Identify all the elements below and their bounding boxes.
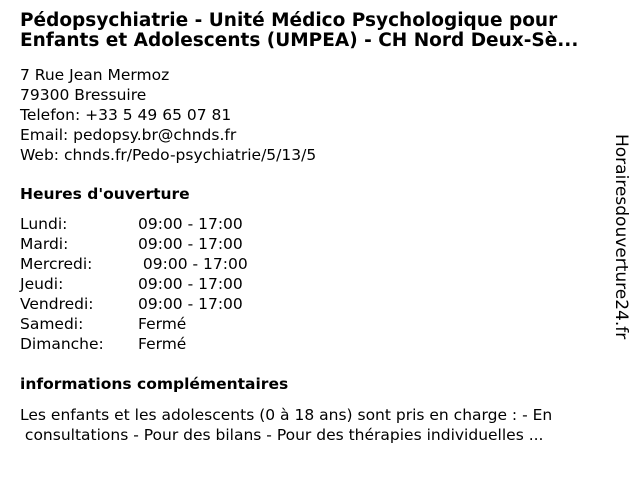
hours-value: Fermé xyxy=(138,335,187,353)
site-watermark xyxy=(610,134,634,344)
hours-value: Fermé xyxy=(138,315,187,333)
watermark-text: Horairesdouverture24.fr xyxy=(611,134,631,340)
hours-value: 09:00 - 17:00 xyxy=(138,275,243,293)
website[interactable]: Web: chnds.fr/Pedo-psychiatrie/5/13/5 xyxy=(20,146,317,164)
day-label: Mercredi: xyxy=(20,255,93,273)
day-label: Lundi: xyxy=(20,215,68,233)
day-label: Samedi: xyxy=(20,315,84,333)
hours-value: 09:00 - 17:00 xyxy=(138,295,243,313)
additional-info-text xyxy=(20,405,628,445)
opening-hours-table xyxy=(20,214,320,354)
title-line-1: Pédopsychiatrie - Unité Médico Psychologique pour xyxy=(20,11,558,31)
street-address: 7 Rue Jean Mermoz xyxy=(20,66,170,84)
hours-row-monday xyxy=(20,214,320,234)
opening-hours-heading: Heures d'ouverture xyxy=(20,185,190,203)
info-line-2: consultations - Pour des bilans - Pour des thérapies individuelles ... xyxy=(20,426,544,444)
hours-row-wednesday xyxy=(20,254,320,274)
day-label: Dimanche: xyxy=(20,335,104,353)
additional-info-heading: informations complémentaires xyxy=(20,375,289,393)
title-line-2: Enfants et Adolescents (UMPEA) - CH Nord Deux-Sè... xyxy=(20,31,579,51)
hours-row-friday xyxy=(20,294,320,314)
day-label: Jeudi: xyxy=(20,275,64,293)
hours-value: 09:00 - 17:00 xyxy=(138,235,243,253)
hours-value: 09:00 - 17:00 xyxy=(138,215,243,233)
address-block xyxy=(20,65,316,165)
email[interactable]: Email: pedopsy.br@chnds.fr xyxy=(20,126,237,144)
hours-row-saturday xyxy=(20,314,320,334)
page-title xyxy=(20,11,635,51)
day-label: Mardi: xyxy=(20,235,69,253)
hours-row-thursday xyxy=(20,274,320,294)
city: 79300 Bressuire xyxy=(20,86,147,104)
hours-row-tuesday xyxy=(20,234,320,254)
phone[interactable]: Telefon: +33 5 49 65 07 81 xyxy=(20,106,232,124)
day-label: Vendredi: xyxy=(20,295,94,313)
info-line-1: Les enfants et les adolescents (0 à 18 ans) sont pris en charge : - En xyxy=(20,406,553,424)
hours-value: 09:00 - 17:00 xyxy=(138,255,248,273)
hours-row-sunday xyxy=(20,334,320,354)
